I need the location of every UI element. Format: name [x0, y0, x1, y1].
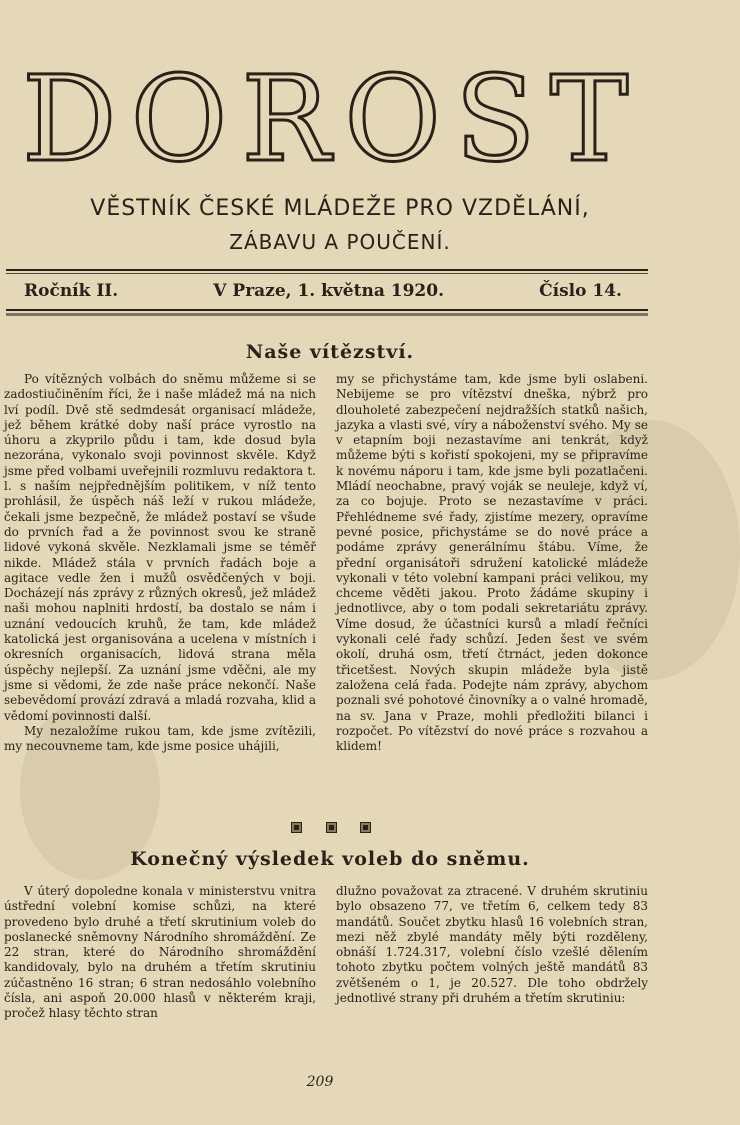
top-rule	[6, 269, 648, 271]
bottom-rule-thick	[6, 313, 648, 316]
ornament-icon	[326, 822, 337, 833]
article1-column1	[4, 372, 316, 754]
article1-column2	[336, 372, 648, 754]
page-number: 209	[306, 1074, 334, 1090]
masthead-subtitle-line2: ZÁBAVU A POUČENÍ.	[229, 230, 451, 254]
article2-paragraph: V úterý dopoledne konala v ministerstvu vnitra ústřední volební komise schůzi, na které provedeno bylo druhé a třetí skrutinium voleb do poslanecké sněmovny Národního shromáždění. Ze 22 stran, které do Národního shromáždění kandidovaly, bylo na druhém a třetím skrutiniu zúčastněno 16 stran; 6 stran nedosáhlo volebního čísla, ani aspoň 20.000 hlasů v některém kraji, pročež hlasy těchto stran	[4, 884, 316, 1021]
issue-info-bar	[24, 281, 622, 301]
article2-column2	[336, 884, 648, 1006]
article2-title: Konečný výsledek voleb do sněmu.	[130, 848, 530, 870]
masthead-logo	[18, 48, 658, 178]
masthead-subtitle-line1: VĚSTNÍK ČESKÉ MLÁDEŽE PRO VZDĚLÁNÍ,	[90, 196, 590, 221]
article1-paragraph: Po vítězných volbách do sněmu můžeme si se zadostiučiněním říci, že i naše mládež má na nich lví podíl. Dvě stě sedmdesát organisací mládeže, jež během krátké doby naší práce vyrostlo na úhoru a zkyprilo půdu i tam, kde dosud byla nezorána, vykonalo svoji povinnost skvěle. Když jsme před volbami uveřejnili rozmluvu redaktora t. l. s naším nejpřednějším politikem, v níž tento prohlásil, že úspěch náš leží v rukou mládeže, čekali jsme bezpečně, že mládež postaví se všude do prvních řad a že povinnost svou ke straně lidové vykoná skvěle. Nezklamali jsme se téměř nikde. Mládež stála v prvních řadách boje a agitace vedle žen i mužů osvědčených v boji. Docházejí nás zprávy z různých okresů, jež mládež naši mohou naplniti hrdostí, ba dostalo se nám i uznání vedoucích kruhů, že tam, kde mládež katolická jest organisována a ucelena v místních i okresních organisacích, lidová strana měla úspěchy nejlepší. Za uznání jsme vděčni, ale my jsme si vědomi, že zde naše práce nekončí. Naše sebevědomí provází zdravá a mladá rozvaha, klid a vědomí povinnosti další.	[4, 372, 316, 723]
section-separator	[291, 822, 371, 833]
article2-paragraph: dlužno považovat za ztracené. V druhém skrutiniu bylo obsazeno 77, ve třetím 6, celkem tedy 83 mandátů. Součet zbytku hlasů 16 volebních stran, mezi něž zbylé mandáty měly býti rozděleny, obnáší 1.724.317, volební číslo vzešlé dělením tohoto zbytku počtem volných ještě mandátů 83 zvětšeném o 1, je 20.527. Dle toho obdržely jednotlivé strany při druhém a třetím skrutiniu:	[336, 884, 648, 1006]
top-rule-thin	[6, 273, 648, 274]
issue-date: V Praze, 1. května 1920.	[213, 281, 444, 301]
article1-title: Naše vítězství.	[245, 341, 415, 363]
ornament-icon	[291, 822, 302, 833]
masthead-title: DOROST	[22, 50, 643, 178]
issue-volume: Ročník II.	[24, 281, 119, 301]
bottom-rule	[6, 309, 648, 311]
article1-paragraph: my se přichystáme tam, kde jsme byli oslabeni. Nebijeme se pro vítězství dneška, nýbrž pro dlouholeté zabezpečení nejdražších statků našich, jazyka a vlasti své, víry a náboženství svého. My se v etapním boji nezastavíme ani tenkrát, když můžeme býti s kořistí spokojeni, my se připravíme k novému náporu i tam, kde jsme byli pozatlačeni. Mládí neochabne, pravý voják se neuleje, když ví, za co bojuje. Proto se nezastavíme v práci. Přehlédneme své řady, zjistíme mezery, opravíme pevné posice, přichystáme se do nové práce a podáme zprávy generálnímu štábu. Víme, že přední organisátoři sdružení katolické mládeže vykonali v této volební kampani práci velikou, my chceme věděti jakou. Proto žádáme skupiny i jednotlivce, aby o tom podali sekretariátu zprávy. Víme dosud, že účastníci kursů a mladí řečníci vykonali celé řady schůzí. Jeden šest ve svém okolí, druhá osm, třetí čtrnáct, jeden dokonce třicetšest. Nových skupin mládeže byla jistě založena celá řada. Podejte nám zprávy, abychom poznali své pohotové činovníky a o valné hromadě, na sv. Jana v Praze, mohli předložiti bilanci i rozpočet. Po vítězství do nové práce s rozvahou a klidem!	[336, 372, 648, 754]
issue-number: Číslo 14.	[539, 281, 622, 301]
article1-paragraph: My nezaložíme rukou tam, kde jsme zvítězili, my necouvneme tam, kde jsme posice uhájili,	[4, 723, 316, 754]
ornament-icon	[360, 822, 371, 833]
article2-column1	[4, 884, 316, 1022]
